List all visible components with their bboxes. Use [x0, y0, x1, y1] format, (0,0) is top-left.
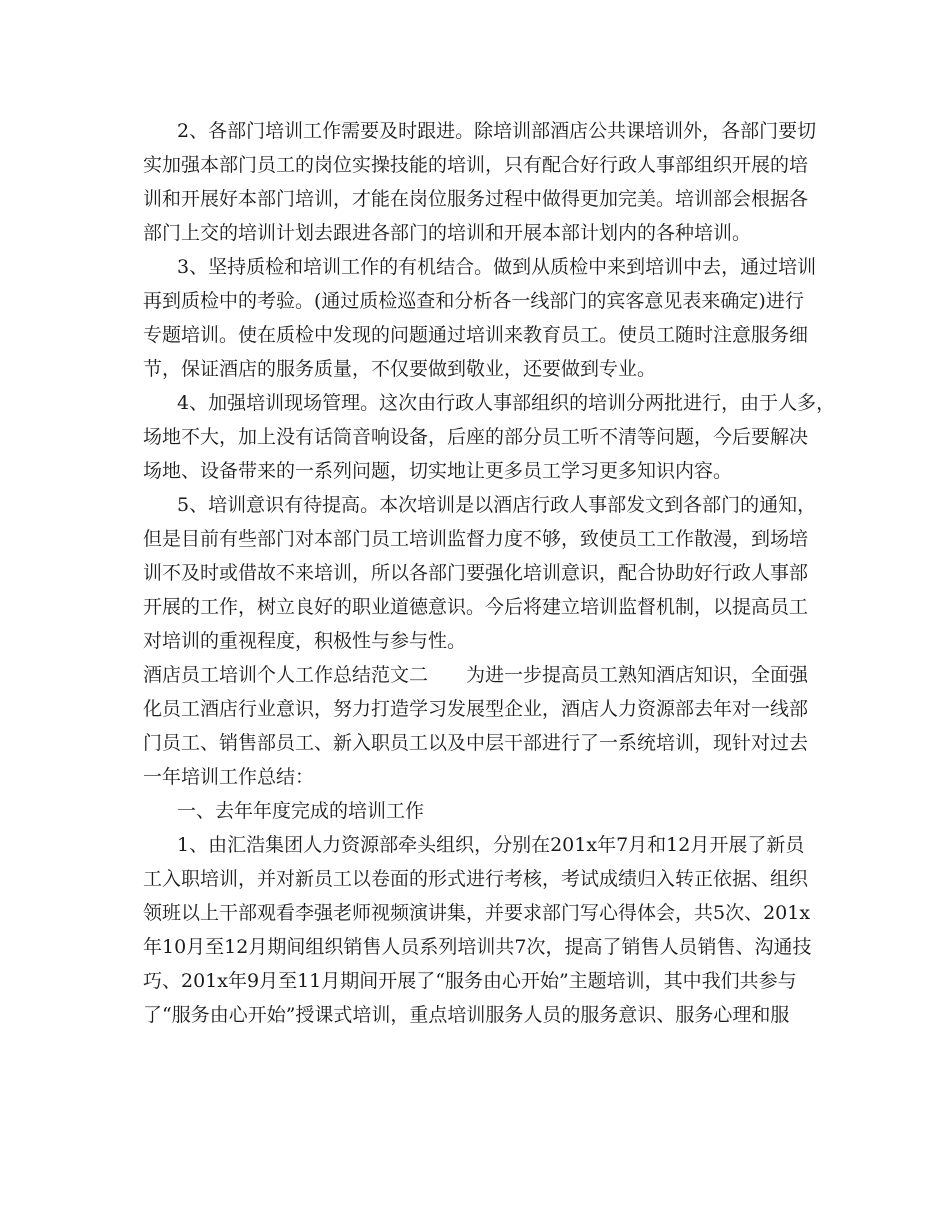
paragraph-5-line-4: 开展的工作，树立良好的职业道德意识。今后将建立培训监督机制，以提高员工 [143, 596, 809, 618]
paragraph-4-line-3: 场地、设备带来的一系列问题，切实地让更多员工学习更多知识内容。 [143, 460, 733, 482]
item-1-line-1: 1、由汇浩集团人力资源部牵头组织，分别在201x年7月和12月开展了新员 [177, 834, 805, 856]
intro-line-2: 化员工酒店行业意识，努力打造学习发展型企业，酒店人力资源部去年对一线部 [143, 698, 809, 720]
paragraph-3-line-2: 再到质检中的考验。(通过质检巡查和分析各一线部门的宾客意见表来确定)进行 [143, 290, 804, 312]
section-heading: 一、去年年度完成的培训工作 [177, 800, 425, 822]
paragraph-2-line-1: 2、各部门培训工作需要及时跟进。除培训部酒店公共课培训外，各部门要切 [177, 120, 817, 142]
paragraph-5-line-3: 训不及时或借故不来培训，所以各部门要强化培训意识，配合协助好行政人事部 [143, 562, 809, 584]
item-1-line-4: 年10月至12月期间组织销售人员系列培训共7次，提高了销售人员销售、沟通技 [143, 936, 812, 958]
item-1-line-6: 了“服务由心开始”授课式培训，重点培训服务人员的服务意识、服务心理和服 [143, 1004, 790, 1026]
intro-line-4: 一年培训工作总结： [143, 766, 315, 788]
paragraph-3-line-1: 3、坚持质检和培训工作的有机结合。做到从质检中来到培训中去，通过培训 [177, 256, 817, 278]
intro-line-3: 门员工、销售部员工、新入职员工以及中层干部进行了一系统培训，现针对过去 [143, 732, 809, 754]
paragraph-3-line-3: 专题培训。使在质检中发现的问题通过培训来教育员工。使员工随时注意服务细 [143, 324, 809, 346]
paragraph-5-line-5: 对培训的重视程度，积极性与参与性。 [143, 630, 467, 652]
paragraph-5-line-1: 5、培训意识有待提高。本次培训是以酒店行政人事部发文到各部门的通知， [177, 494, 817, 516]
section-title-intro-line-1: 酒店员工培训个人工作总结范文二 为进一步提高员工熟知酒店知识，全面强 [143, 664, 809, 686]
item-1-line-3: 领班以上干部观看李强老师视频演讲集，并要求部门写心得体会，共5次、201x [143, 902, 811, 924]
item-1-line-5: 巧、201x年9月至11月期间开展了“服务由心开始”主题培训，其中我们共参与 [143, 970, 797, 992]
paragraph-2-line-2: 实加强本部门员工的岗位实操技能的培训，只有配合好行政人事部组织开展的培 [143, 154, 809, 176]
paragraph-3-line-4: 节，保证酒店的服务质量，不仅要做到敬业，还要做到专业。 [143, 358, 657, 380]
paragraph-2-line-3: 训和开展好本部门培训，才能在岗位服务过程中做得更加完美。培训部会根据各 [143, 188, 809, 210]
paragraph-4-line-1: 4、加强培训现场管理。这次由行政人事部组织的培训分两批进行，由于人多， [177, 392, 836, 414]
paragraph-4-line-2: 场地不大，加上没有话筒音响设备，后座的部分员工听不清等问题，今后要解决 [143, 426, 809, 448]
paragraph-5-line-2: 但是目前有些部门对本部门员工培训监督力度不够，致使员工工作散漫，到场培 [143, 528, 809, 550]
paragraph-2-line-4: 部门上交的培训计划去跟进各部门的培训和开展本部计划内的各种培训。 [143, 222, 752, 244]
item-1-line-2: 工入职培训，并对新员工以卷面的形式进行考核，考试成绩归入转正依据、组织 [143, 868, 809, 890]
